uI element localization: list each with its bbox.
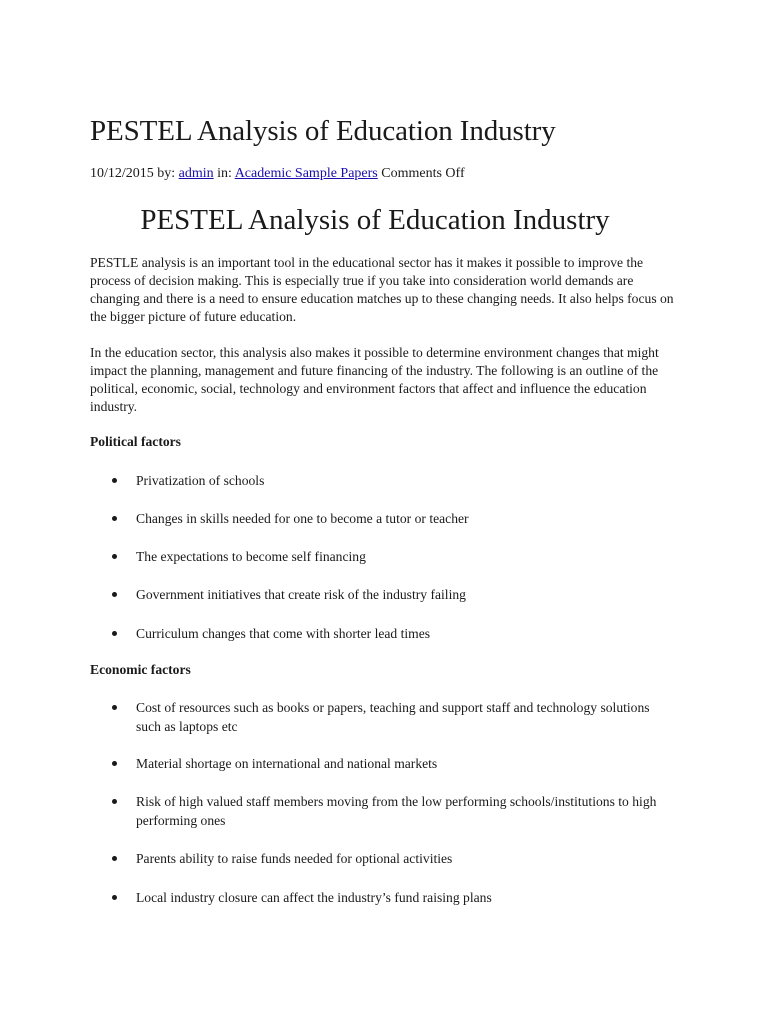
bullet-icon: [112, 856, 117, 861]
author-link[interactable]: admin: [178, 166, 214, 181]
bullet-icon: [112, 516, 117, 521]
list-item: Privatization of schools: [112, 471, 672, 490]
post-date: 10/12/2015: [90, 166, 154, 181]
bullet-icon: [112, 799, 117, 804]
list-item: Risk of high valued staff members moving from the low performing schools/institutions to high performing ones: [112, 792, 672, 830]
bullet-icon: [112, 478, 117, 483]
category-link[interactable]: Academic Sample Papers: [234, 166, 378, 181]
comments-status: Comments Off: [381, 166, 465, 181]
list-item: Material shortage on international and national markets: [112, 754, 672, 773]
bullet-icon: [112, 761, 117, 766]
list-item: Parents ability to raise funds needed for optional activities: [112, 849, 672, 868]
bullet-icon: [112, 631, 117, 636]
post-title: PESTEL Analysis of Education Industry: [90, 115, 556, 147]
intro-paragraph-2: In the education sector, this analysis also makes it possible to determine environment changes that might impact the planning, management and future financing of the industry. The following is an outline of the political, economic, social, technology and environment factors that affect and influence the education industry.: [90, 345, 659, 414]
bullet-icon: [112, 554, 117, 559]
list-item: Local industry closure can affect the industry’s fund raising plans: [112, 888, 672, 907]
by-label: by:: [157, 166, 176, 181]
intro-paragraph: PESTLE analysis is an important tool in the educational sector has it makes it possible to improve the process of decision making. This is especially true if you take into consideration world demands are changing and there is a need to ensure education matches up to these changing needs. It also helps focus on the bigger picture of future education.: [90, 255, 674, 324]
political-factors-heading: Political factors: [90, 434, 181, 449]
list-item: Government initiatives that create risk of the industry failing: [112, 585, 672, 604]
list-item: Cost of resources such as books or papers, teaching and support staff and technology solutions such as laptops etc: [112, 698, 672, 736]
in-label: in:: [217, 166, 232, 181]
list-item: The expectations to become self financing: [112, 547, 672, 566]
article-title: PESTEL Analysis of Education Industry: [140, 204, 610, 236]
bullet-icon: [112, 592, 117, 597]
list-item: Changes in skills needed for one to become a tutor or teacher: [112, 509, 672, 528]
bullet-icon: [112, 705, 117, 710]
bullet-icon: [112, 895, 117, 900]
list-item: Curriculum changes that come with shorter lead times: [112, 624, 672, 643]
economic-factors-heading: Economic factors: [90, 662, 191, 677]
post-meta: [90, 165, 465, 183]
